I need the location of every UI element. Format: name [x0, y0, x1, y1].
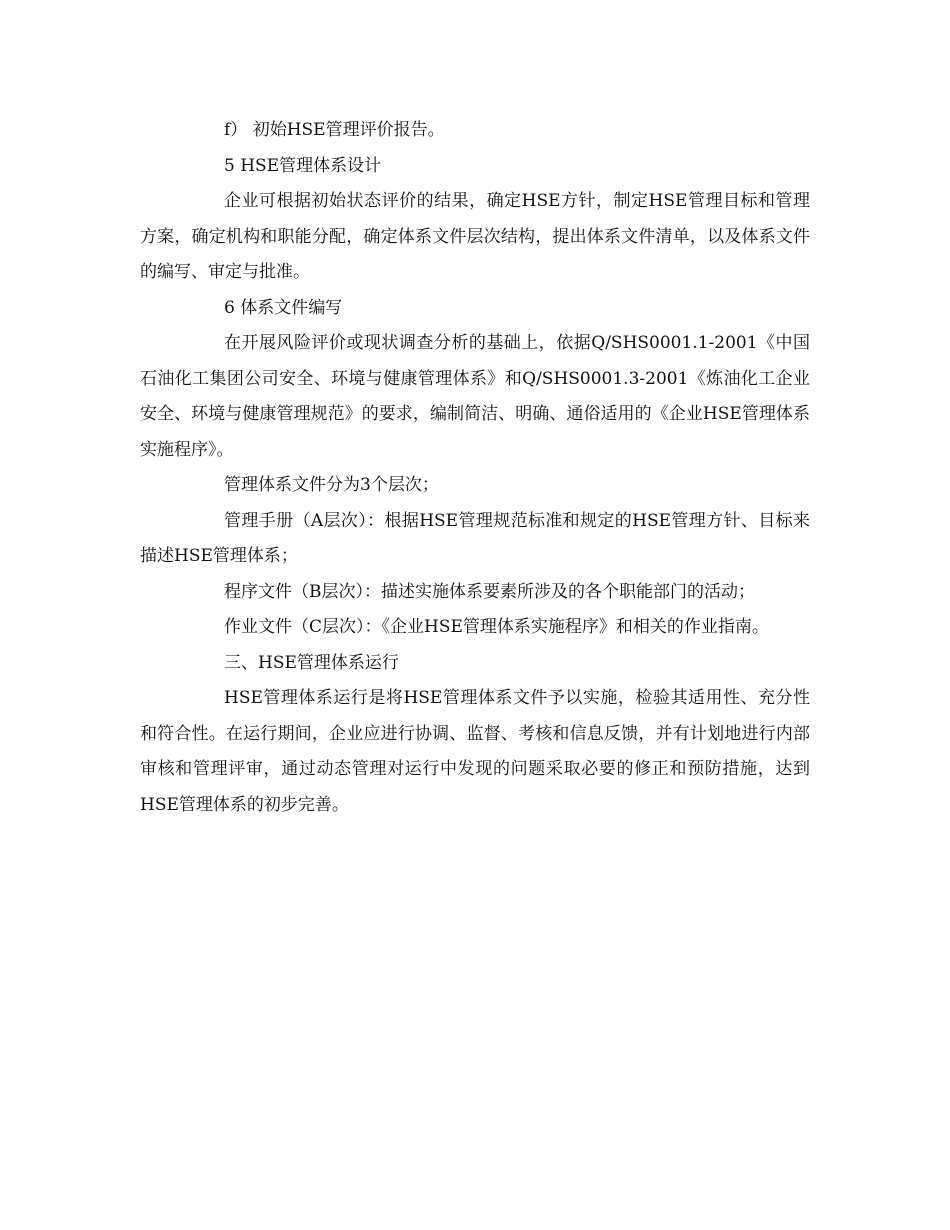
document-body [140, 113, 810, 823]
section-heading-5: 5 HSE管理体系设计 [224, 155, 382, 176]
paragraph-level-a: 管理手册（A层次）：根据HSE管理规范标准和规定的HSE管理方针、目标来描述HSE管理体系； [140, 510, 810, 566]
paragraph-level-c: 作业文件（C层次）：《企业HSE管理体系实施程序》和相关的作业指南。 [224, 617, 769, 637]
section-heading-6: 6 体系文件编写 [224, 297, 343, 318]
paragraph-document-writing: 在开展风险评价或现状调查分析的基础上，依据Q/SHS0001.1-2001《中国石油化工集团公司安全、环境与健康管理体系》和Q/SHS0001.3-2001《炼油化工企业安全、环境与健康管理规范》的要求，编制简洁、明确、通俗适用的《企业HSE管理体系实施程序》。 [140, 333, 810, 460]
paragraph-hse-operation: HSE管理体系运行是将HSE管理体系文件予以实施，检验其适用性、充分性和符合性。在运行期间，企业应进行协调、监督、考核和信息反馈，并有计划地进行内部审核和管理评审，通过动态管理对运行中发现的问题采取必要的修正和预防措施，达到HSE管理体系的初步完善。 [140, 688, 810, 815]
paragraph-hse-design: 企业可根据初始状态评价的结果，确定HSE方针，制定HSE管理目标和管理方案，确定机构和职能分配，确定体系文件层次结构，提出体系文件清单，以及体系文件的编写、审定与批准。 [140, 191, 810, 282]
list-item-f: f） 初始HSE管理评价报告。 [224, 120, 445, 140]
section-heading-three: 三、HSE管理体系运行 [224, 652, 399, 673]
paragraph-level-b: 程序文件（B层次）：描述实施体系要素所涉及的各个职能部门的活动； [224, 581, 755, 602]
paragraph-three-levels: 管理体系文件分为3个层次； [224, 475, 439, 495]
